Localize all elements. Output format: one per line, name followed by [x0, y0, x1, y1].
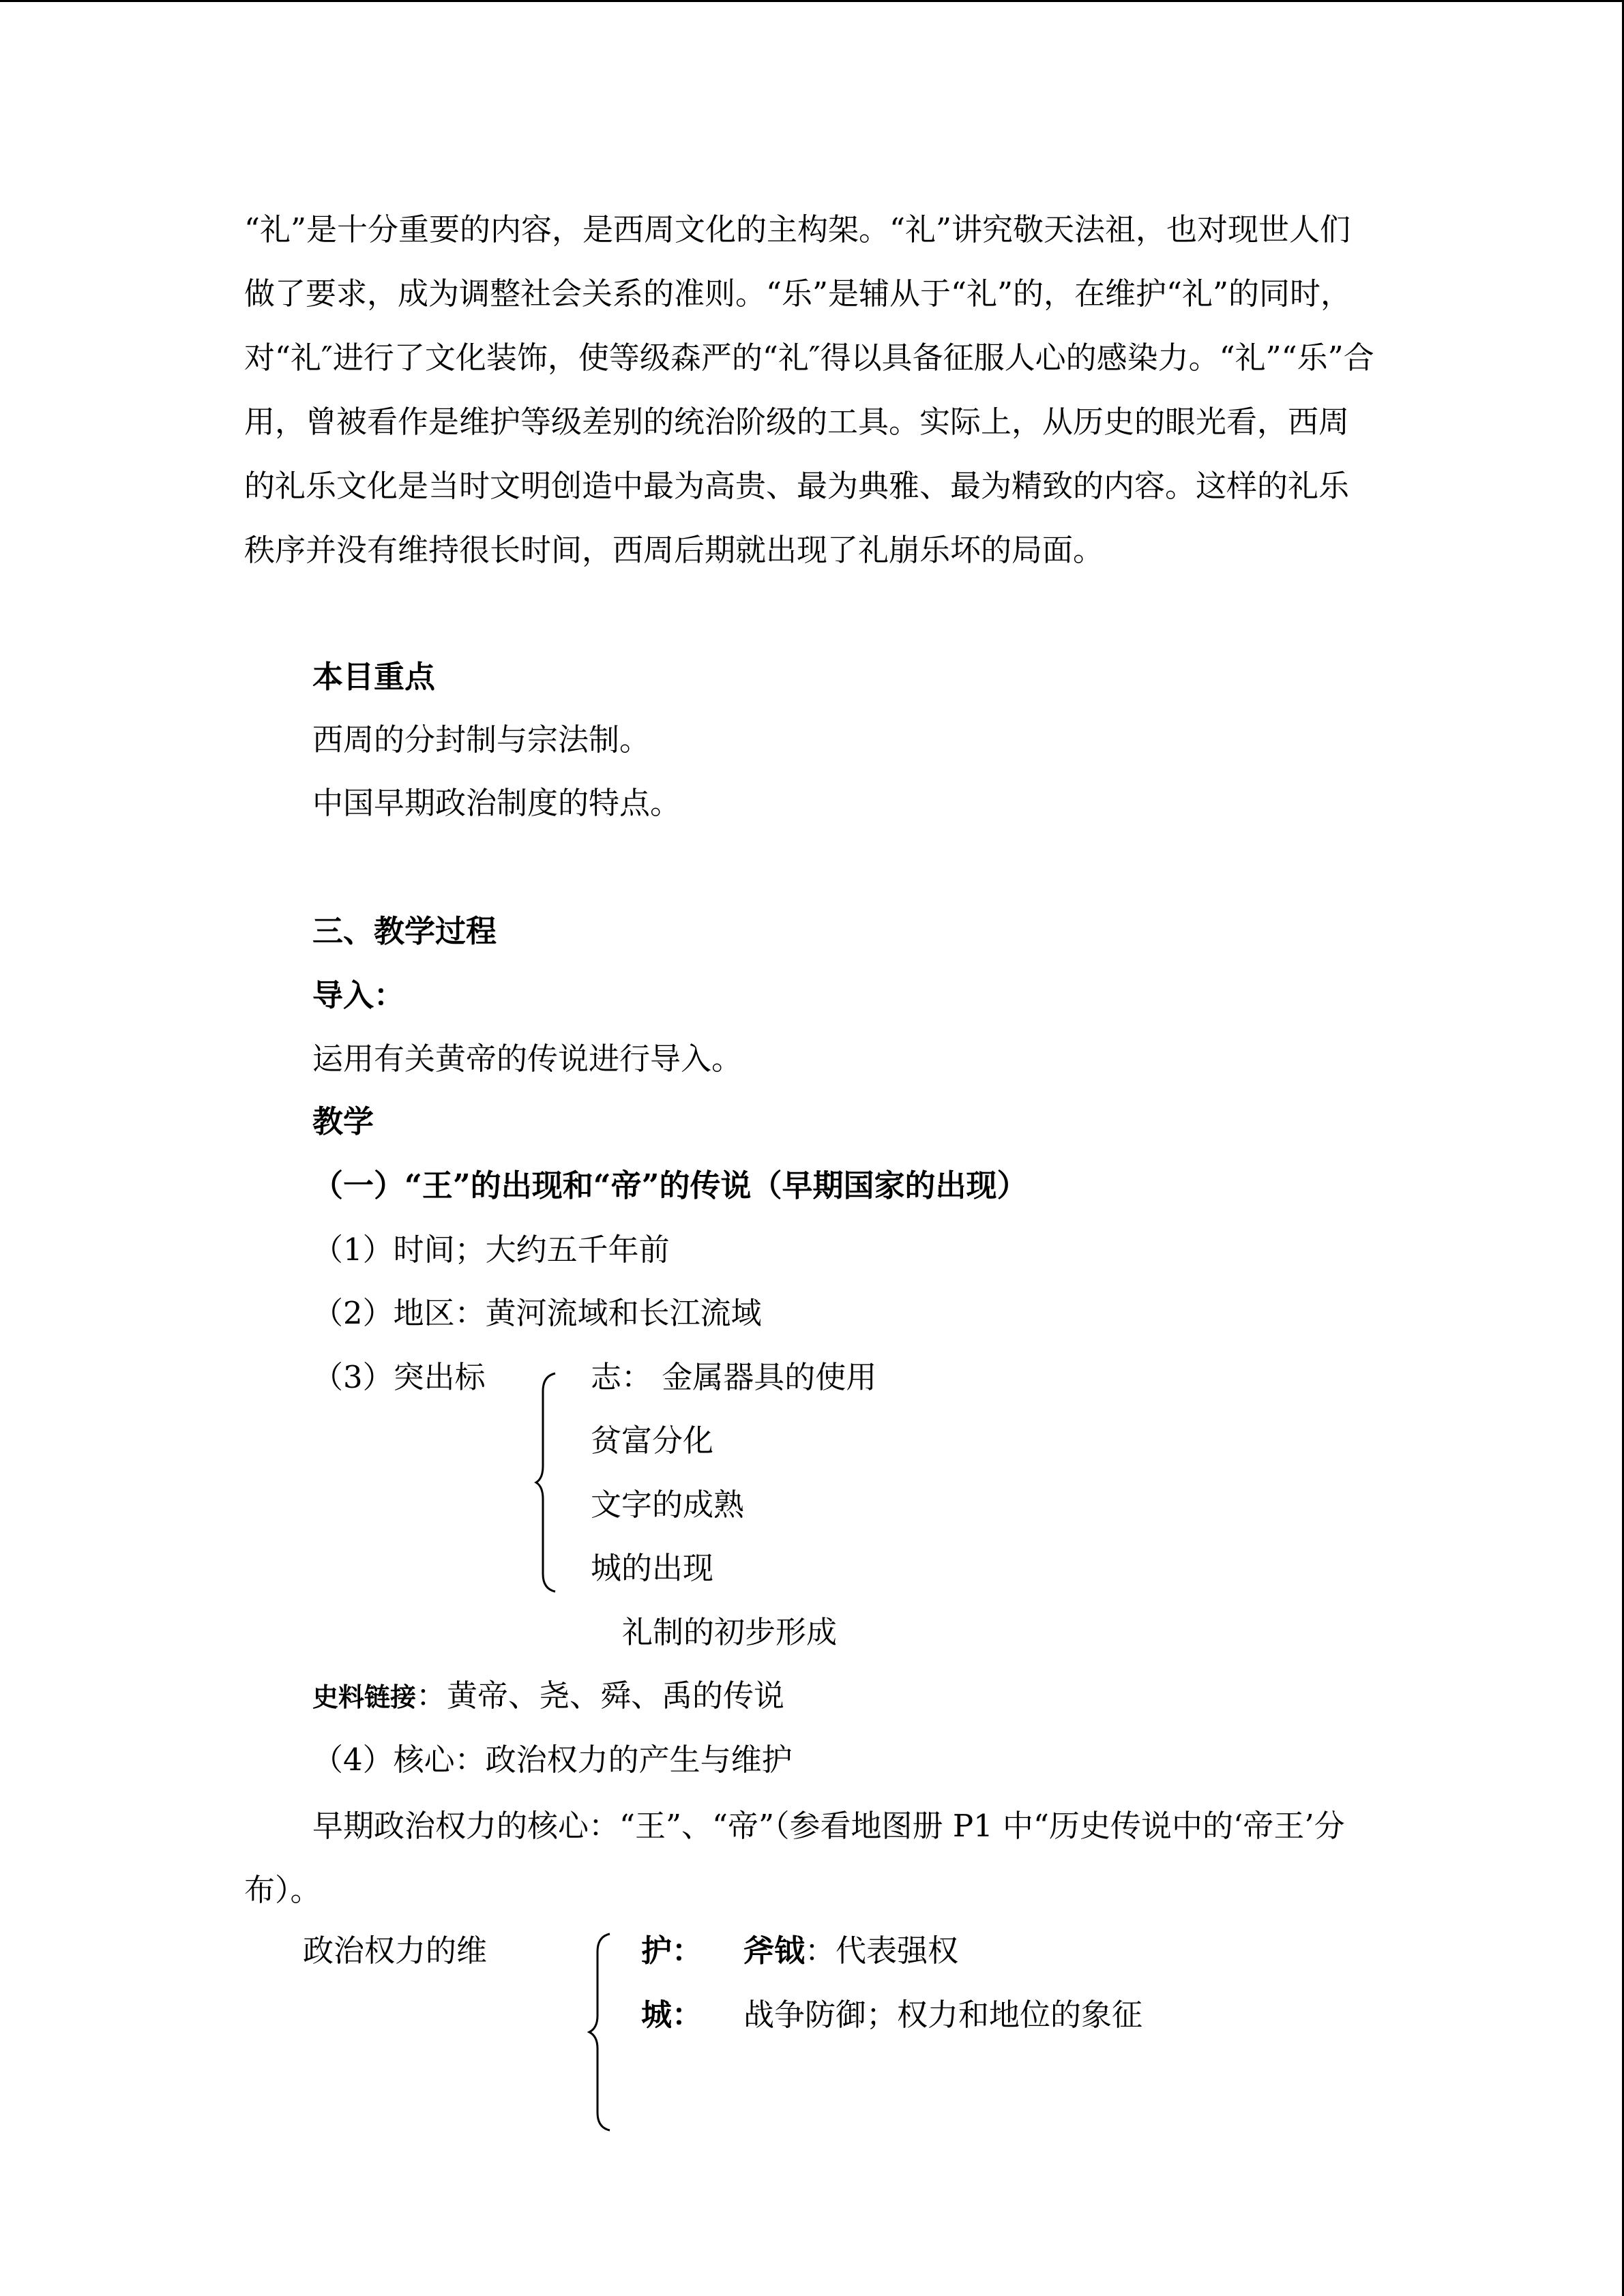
- source-link-line: [312, 1675, 784, 1718]
- key-points-heading: 本目重点: [312, 659, 436, 695]
- section-heading: 三、教学过程: [312, 913, 497, 949]
- item-3-row-4: 城的出现: [591, 1550, 714, 1586]
- item-4: （4）核心：政治权力的产生与维护: [312, 1742, 793, 1778]
- page-border-top: [0, 0, 1624, 2]
- maintain-row-2: [641, 1995, 1142, 2036]
- intro-text: 运用有关黄帝的传说进行导入。: [312, 1041, 743, 1077]
- maintain-row-1-key: 护：: [641, 1933, 703, 1969]
- item-3-row-3: 文字的成熟: [591, 1487, 745, 1523]
- maintain-row-2-key: 城：: [641, 1997, 703, 2033]
- item-3-row-1: 志： 金属器具的使用: [591, 1359, 877, 1395]
- key-point-2: 中国早期政治制度的特点。: [312, 785, 681, 821]
- maintain-row-1-term: 斧钺: [743, 1933, 806, 1969]
- intro-paragraph: “礼”是十分重要的内容，是西周文化的主构架。“礼”讲究敬天法祖，也对现世人们做了要求，成为调整社会关系的准则。“乐”是辅从于“礼”的，在维护“礼”的同时，对“礼″进行了文化装饰，使等级森严的“礼″得以具备征服人心的感染力。“礼”“乐”合用，曾被看作是维护等级差别的统治阶级的工具。实际上，从历史的眼光看，西周的礼乐文化是当时文明创造中最为高贵、最为典雅、最为精致的内容。这样的礼乐秩序并没有维持很长时间，西周后期就出现了礼崩乐坏的局面。: [244, 211, 1374, 568]
- intro-heading: 导入：: [312, 977, 405, 1013]
- teaching-heading: 教学: [312, 1103, 374, 1139]
- item-2: （2）地区：黄河流域和长江流域: [312, 1295, 762, 1331]
- maintain-brace: [587, 1931, 618, 2133]
- maintain-row-2-desc: 战争防御；权力和地位的象征: [743, 1997, 1143, 2033]
- item-3-row-2: 贫富分化: [591, 1422, 714, 1459]
- key-point-1: 西周的分封制与宗法制。: [312, 721, 651, 758]
- item-1: （1）时间；大约五千年前: [312, 1232, 670, 1268]
- maintain-row-1-desc: ：代表强权: [805, 1933, 959, 1969]
- subsection-1-heading: （一）“王”的出现和“帝”的传说（早期国家的出现）: [312, 1167, 1028, 1204]
- early-power-paragraph: 早期政治权力的核心：“王”、“帝”（参看地图册 P1 中“历史传说中的‘帝王’分布）。: [244, 1808, 1345, 1908]
- item-3-brace: [533, 1371, 563, 1594]
- maintain-row-1: [641, 1930, 958, 1971]
- item-3-extra: 礼制的初步形成: [622, 1614, 838, 1650]
- item-3-label: （3）突出标: [312, 1359, 486, 1395]
- maintain-label: 政治权力的维: [303, 1933, 488, 1969]
- source-link-text: ：黄帝、尧、舜、禹的传说: [416, 1678, 785, 1714]
- source-link-label: 史料链接: [312, 1682, 417, 1712]
